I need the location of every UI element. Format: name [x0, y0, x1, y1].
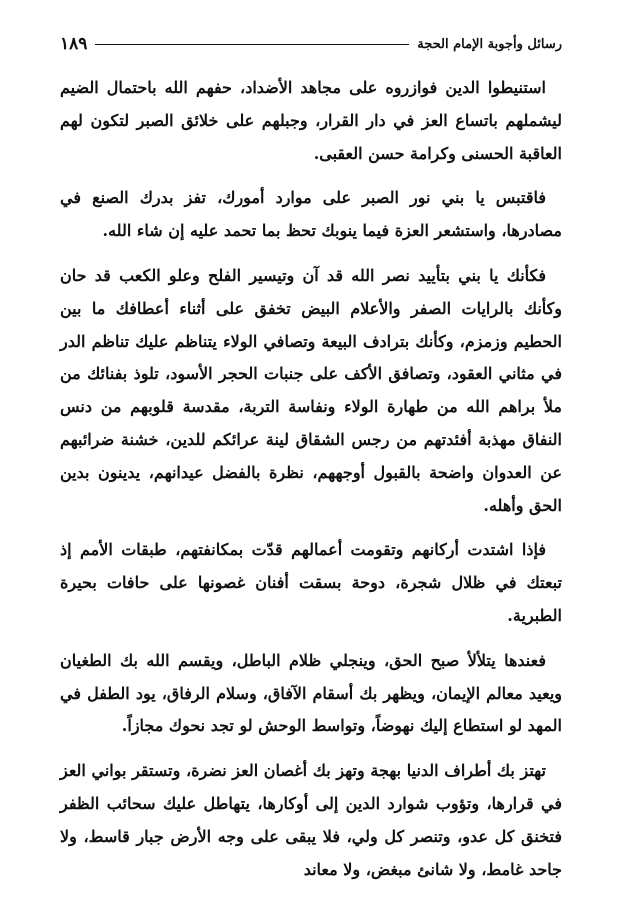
paragraph-2: فاقتبس يا بني نور الصبر على موارد أمورك، تفز بدرك الصنع في مصادرها، واستشعر العزة فيما ينوبك تحظ بما تحمد عليه إن شاء الله.: [60, 188, 562, 241]
header-rule: [95, 44, 409, 45]
running-title: رسائل وأجوبة الإمام الحجة: [417, 36, 562, 52]
paragraph-6: تهتز بك أطراف الدنيا بهجة وتهز بك أغصان العز نضرة، وتستقر بواني العز في قرارها، وتؤوب شوارد الدين إلى أوكارها، يتهاطل عليك سحائب الظفر فتخنق كل عدو، وتنصر كل ولي، فلا يبقى على وجه الأرض جبار قاسط، ولا جاحد غامط، ولا شانئ مبغض، ولا معاند: [60, 761, 562, 879]
paragraph-4: فإذا اشتدت أركانهم وتقومت أعمالهم قدّت بمكانفتهم، طبقات الأمم إذ تبعتك في ظلال شجرة، دوحة بسقت أفنان غصونها على حافات بحيرة الطبرية.: [60, 540, 562, 625]
paragraph-5: فعندها يتلألأ صبح الحق، وينجلي ظلام الباطل، ويقسم الله بك الطغيان ويعيد معالم الإيمان، ويظهر بك أسقام الآفاق، وسلام الرفاق، يود الطفل في المهد لو استطاع إليك نهوضاً، وتواسط الوحش لو تجد نحوك مجازاً.: [60, 650, 562, 736]
body-text: [60, 72, 562, 898]
page-number: ١٨٩: [60, 34, 88, 54]
page-header: [60, 32, 562, 56]
paragraph-1: استنيطوا الدين فوازروه على مجاهد الأضداد، حفهم الله باحتمال الضيم ليشملهم باتساع العز في دار القرار، وجبلهم على خلائق الصبر لتكون لهم العاقبة الحسنى وكرامة حسن العقبى.: [60, 78, 562, 163]
paragraph-3: فكأنك يا بني بتأييد نصر الله قد آن وتيسير الفلح وعلو الكعب قد حان وكأنك بالرايات الصفر والأعلام البيض تخفق على أثناء أعطافك ما بين الحطيم وزمزم، وكأنك بترادف البيعة وتصافي الولاء يتناظم عليك تناظم الدر في مثاني العقود، وتصافق الأكف على جنبات الحجر الأسود، تلوذ بفنائك من ملأ براهم الله من طهارة الولاء ونفاسة التربة، مقدسة قلوبهم من دنس النفاق مهذبة أفئدتهم من رجس الشقاق لينة عرائكم للدين، خشنة ضرائبهم عن العدوان واضحة بالقبول أوجههم، نظرة بالفضل عيدانهم، يدينون بدين الحق وأهله.: [60, 265, 562, 515]
